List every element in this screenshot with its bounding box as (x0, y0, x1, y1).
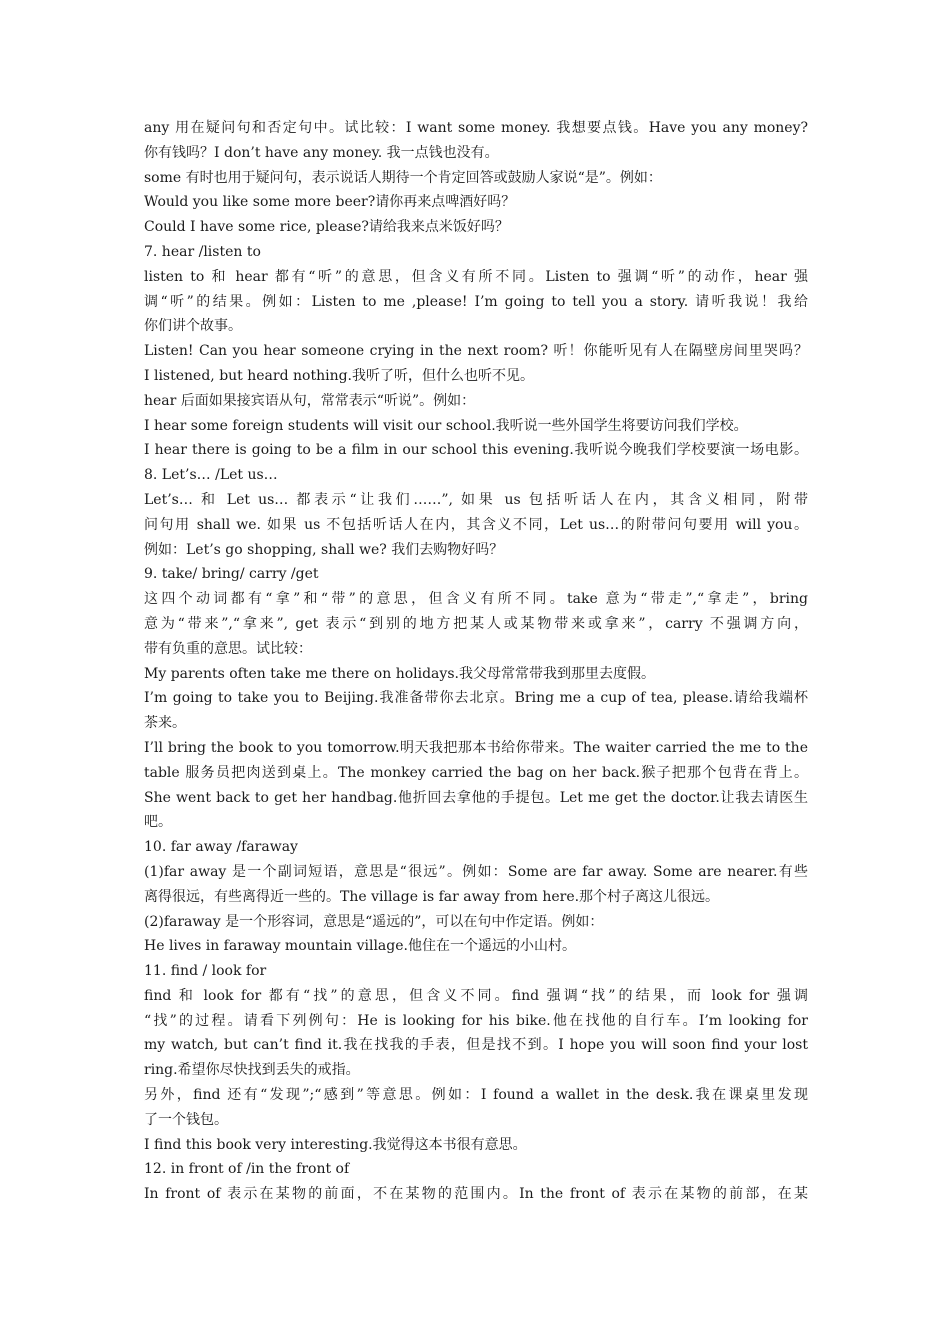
text-line: “找”的过程。请看下列例句：He is looking for his bike.他在找他的自行车。I’m looking for (144, 1012, 808, 1029)
text-line: 带有负重的意思。试比较： (144, 640, 312, 657)
text-line: I’ll bring the book to you tomorrow.明天我把那本书给你带来。The waiter carried the me to the (144, 739, 808, 756)
text-line: My parents often take me there on holidays.我父母常常带我到那里去度假。 (144, 665, 655, 682)
text-line: Could I have some rice, please?请给我来点米饭好吗？ (144, 219, 509, 236)
text-line: (1)far away 是一个副词短语，意思是“很远”。例如：Some are far away. Some are nearer.有些 (144, 863, 808, 880)
text-line: I hear there is going to be a film in our school this evening.我听说今晚我们学校要演一场电影。 (144, 442, 808, 459)
text-line: He lives in faraway mountain village.他住在一个遥远的小山村。 (144, 938, 576, 955)
text-line: my watch, but can’t find it.我在找我的手表，但是找不到。I hope you will soon find your lost (144, 1037, 808, 1054)
text-line: some 有时也用于疑问句，表示说话人期待一个肯定回答或鼓励人家说“是”。例如： (144, 169, 662, 186)
text-line: 了一个钱包。 (144, 1111, 228, 1128)
text-line: table 服务员把肉送到桌上。The monkey carried the bag on her back.猴子把那个包背在背上。 (144, 764, 808, 781)
text-line: 例如：Let’s go shopping, shall we? 我们去购物好吗？ (144, 541, 504, 558)
text-line: In front of 表示在某物的前面，不在某物的范围内。In the front of 表示在某物的前部，在某 (144, 1186, 808, 1203)
text-line: find 和 look for 都有“找”的意思，但含义不同。find 强调“找”的结果，而 look for 强调 (144, 987, 808, 1004)
text-line: 你们讲个故事。 (144, 318, 242, 335)
text-line: 意为“带来”,“拿来”, get 表示“到别的地方把某人或某物带来或拿来”，carry 不强调方向， (144, 615, 808, 632)
text-line: 吧。 (144, 814, 172, 831)
text-line: 这四个动词都有“拿”和“带”的意思，但含义有所不同。take 意为“带走”,“拿走”，bring (144, 591, 808, 608)
text-line: 8. Let’s… /Let us… (144, 467, 278, 484)
text-line: 你有钱吗？I don’t have any money. 我一点钱也没有。 (144, 144, 499, 161)
text-line: 离得很远，有些离得近一些的。The village is far away from here.那个村子离这儿很远。 (144, 888, 720, 905)
text-line: Listen! Can you hear someone crying in the next room? 听！你能听见有人在隔壁房间里哭吗？ (144, 343, 808, 360)
text-line: 问句用 shall we. 如果 us 不包括听话人在内，其含义不同，Let us…的附带问句要用 will you。 (144, 516, 808, 533)
text-line: any 用在疑问句和否定句中。试比较：I want some money. 我想要点钱。Have you any money? (144, 120, 808, 136)
text-line: 11. find / look for (144, 963, 267, 980)
text-line: hear 后面如果接宾语从句，常常表示“听说”。例如： (144, 392, 476, 409)
text-line: I’m going to take you to Beijing.我准备带你去北京。Bring me a cup of tea, please.请给我端杯 (144, 690, 808, 707)
text-line: Would you like some more beer?请你再来点啤酒好吗？ (144, 194, 516, 211)
text-line: ring.希望你尽快找到丢失的戒指。 (144, 1062, 360, 1079)
text-line: listen to 和 hear 都有“听”的意思，但含义有所不同。Listen to 强调“听”的动作，hear 强 (144, 268, 808, 285)
text-line: 茶来。 (144, 715, 186, 732)
text-line: 7. hear /listen to (144, 243, 261, 260)
text-line: I hear some foreign students will visit our school.我听说一些外国学生将要访问我们学校。 (144, 417, 748, 434)
text-line: 9. take/ bring/ carry /get (144, 566, 319, 583)
text-line: 12. in front of /in the front of (144, 1161, 350, 1178)
text-line: 10. far away /faraway (144, 839, 298, 856)
text-line: 调“听”的结果。例如：Listen to me ,please! I’m going to tell you a story. 请听我说！我给 (144, 293, 808, 310)
text-line: (2)faraway 是一个形容词，意思是“遥远的”，可以在句中作定语。例如： (144, 913, 604, 930)
text-line: I find this book very interesting.我觉得这本书很有意思。 (144, 1136, 527, 1153)
text-line: Let’s… 和 Let us… 都表示“让我们……”, 如果 us 包括听话人在内，其含义相同，附带 (144, 491, 808, 508)
document-body (144, 116, 808, 1207)
text-line: She went back to get her handbag.他折回去拿他的手提包。Let me get the doctor.让我去请医生 (144, 789, 808, 806)
text-line: I listened, but heard nothing.我听了听，但什么也听不见。 (144, 367, 534, 384)
text-line: 另外，find 还有“发现”;“感到”等意思。例如：I found a wallet in the desk.我在课桌里发现 (144, 1087, 808, 1104)
